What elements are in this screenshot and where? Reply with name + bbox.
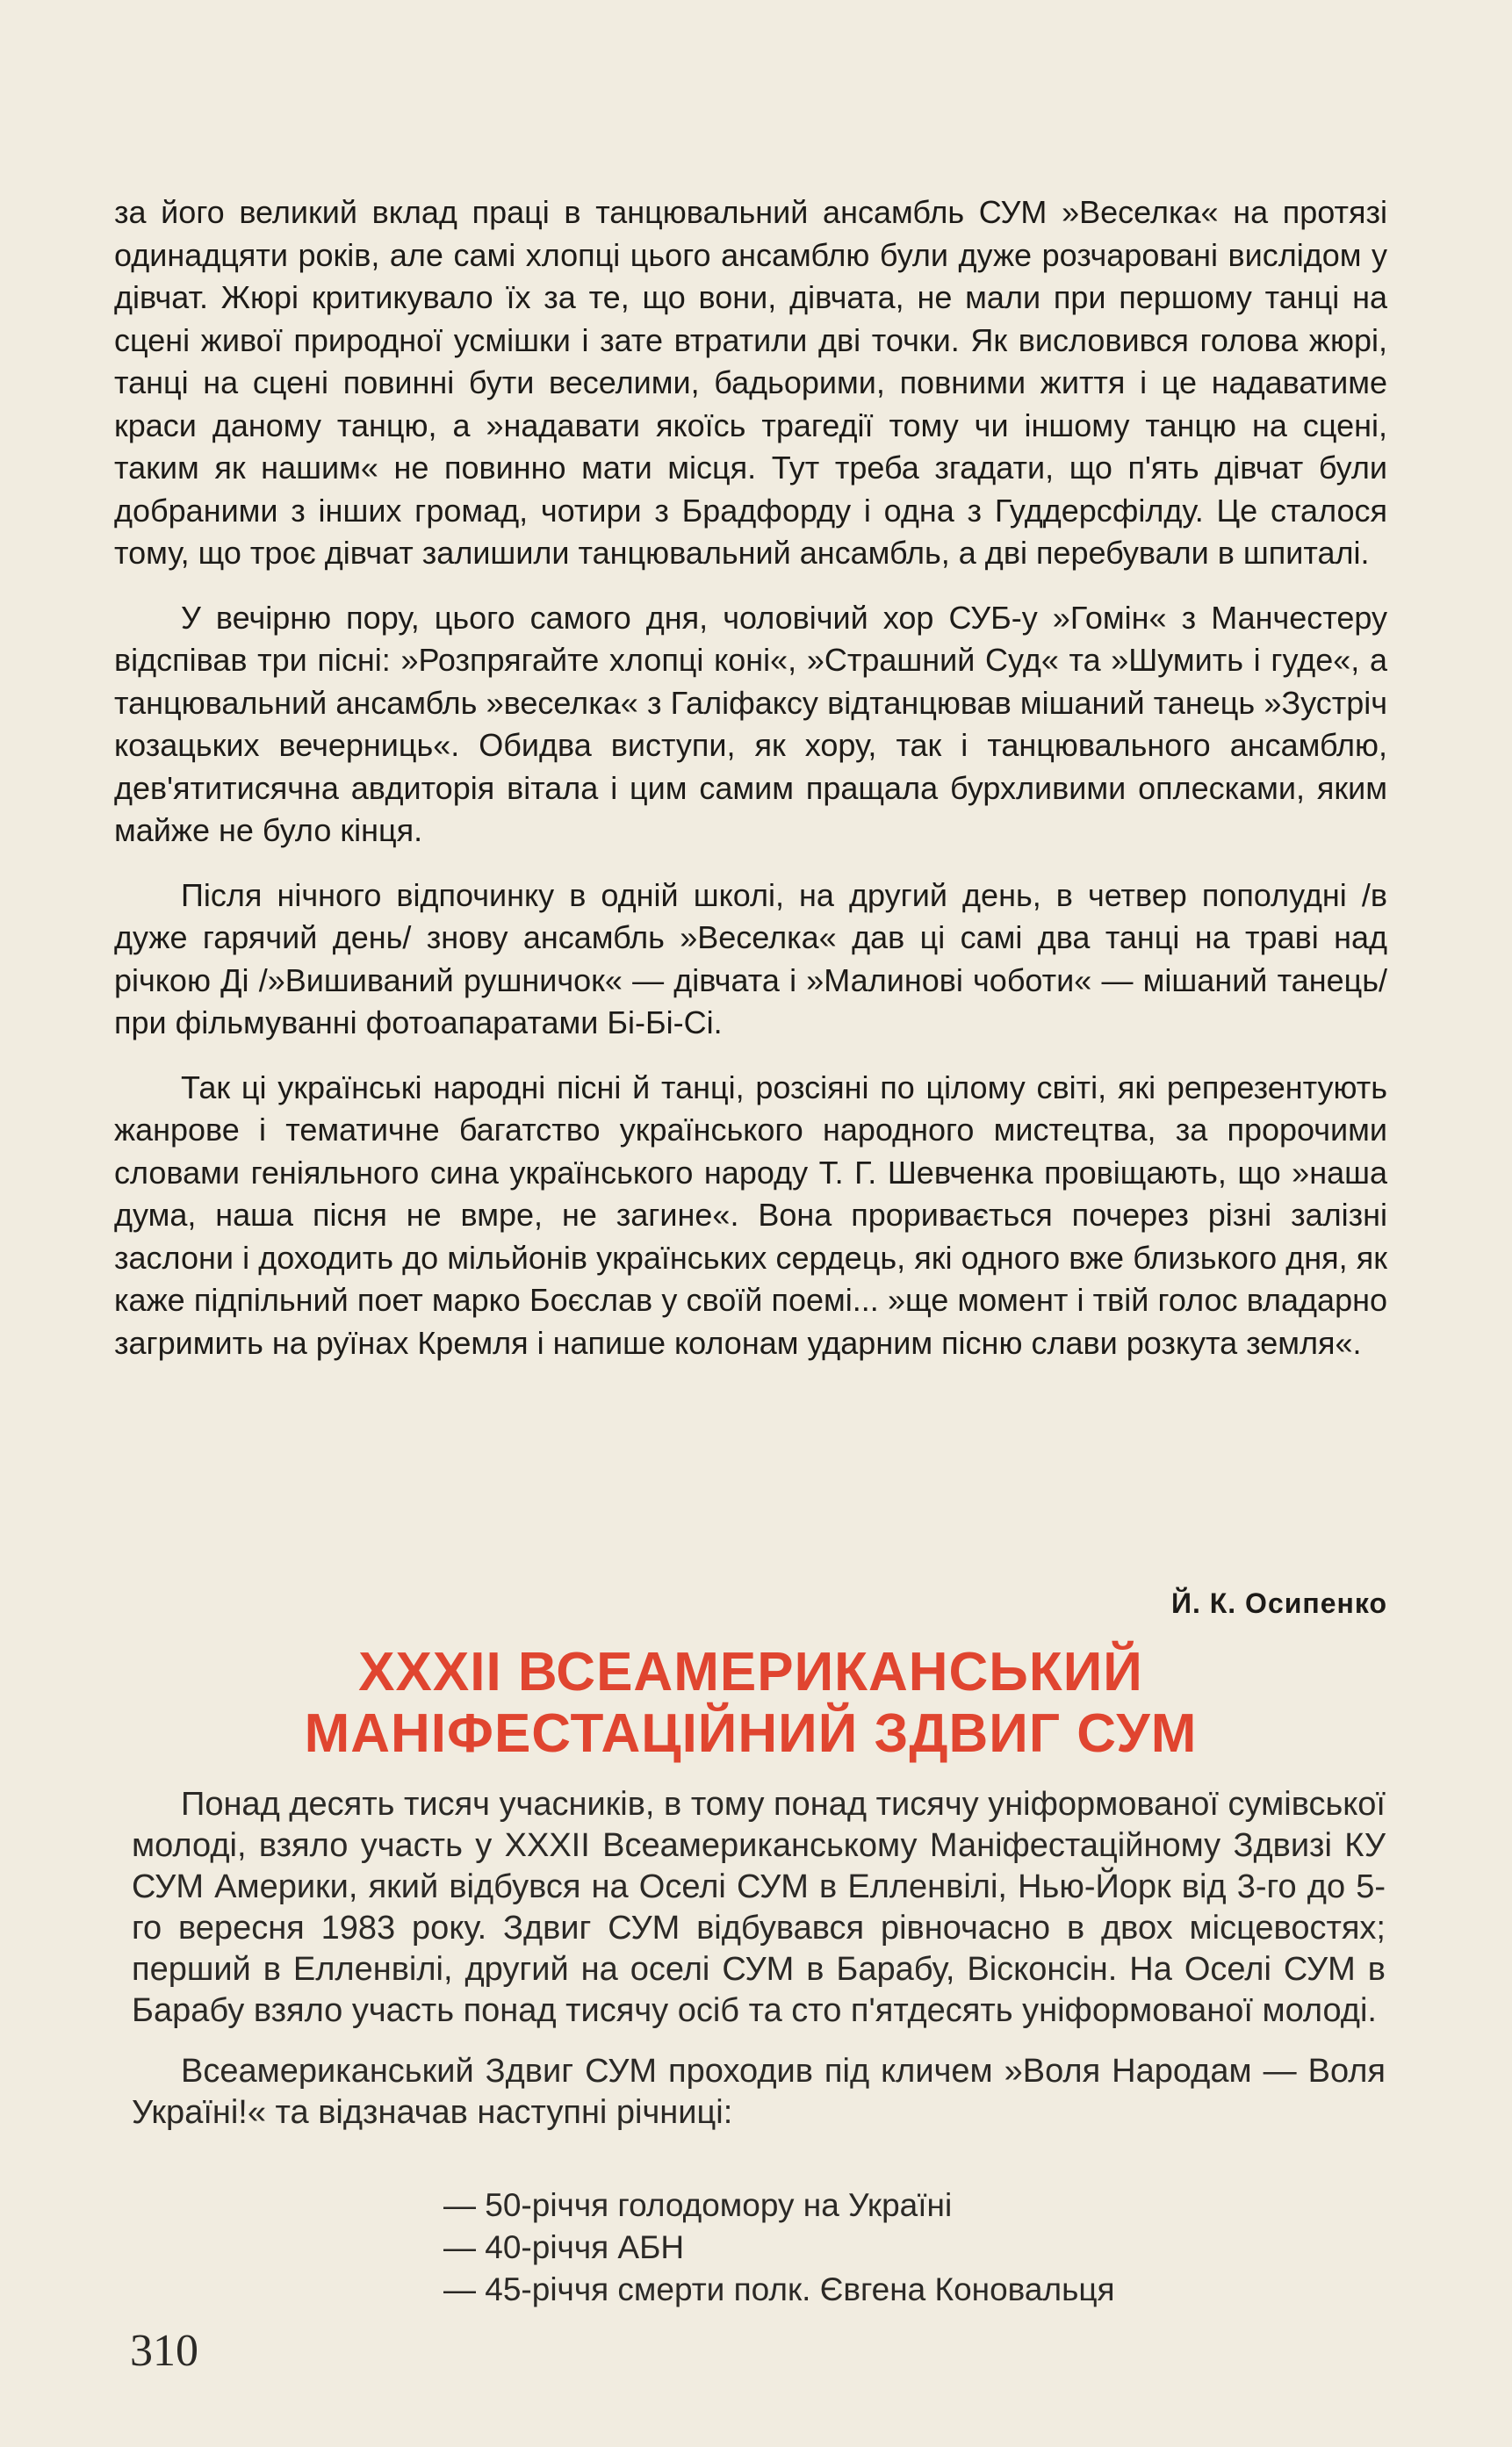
- paragraph: Так ці українські народні пісні й танці, розсіяні по цілому світі, які репрезентують жанрове і тематичне багатство українського народного мистецтва, за пророчими словами геніяльного сина українського народу Т. Г. Шевченка провіщають, що »наша дума, наша пісня не вмре, не загине«. Вона проривається почерез різні залізні заслони і доходить до мільйонів українських сердець, які одного вже близького дня, як каже підпільний поет марко Боєслав у своїй поемі... »ще момент і твій голос владарно загримить на руїнах Кремля і напише колонам ударним пісню слави розкута земля«.: [114, 1069, 1387, 1361]
- article-title: [114, 1642, 1387, 1765]
- article-body-2: [132, 1784, 1386, 2153]
- article-body-1: [114, 191, 1387, 1386]
- anniversary-list: [443, 2184, 1115, 2311]
- list-item: — 50-річчя голодомору на Україні: [443, 2187, 953, 2223]
- title-line: XXXII ВСЕАМЕРИКАНСЬКИЙ: [358, 1642, 1143, 1702]
- paragraph: У вечірню пору, цього самого дня, чоловічий хор СУБ-у »Гомін« з Манчестеру відспівав три пісні: »Розпрягайте хлопці коні«, »Страшний Суд« та »Шумить і гуде«, а танцювальний ансамбль »веселка« з Галіфаксу відтанцював мішаний танець »Зустріч козацьких вечерниць«. Обидва виступи, як хору, так і танцювального ансамблю, дев'ятитисячна авдиторія вітала і цим самим пращала бурхливими оплесками, яким майже не було кінця.: [114, 599, 1387, 848]
- paragraph: Після нічного відпочинку в одній школі, на другий день, в четвер пополудні /в дуже гарячий день/ знову ансамбль »Веселка« дав ці самі два танці на траві над річкою Ді /»Вишиваний рушничок« — дівчата і »Малинові чоботи« — мішаний танець/ при фільмуванні фотоапаратами Бі-Бі-Сі.: [114, 876, 1387, 1040]
- title-line: МАНІФЕСТАЦІЙНИЙ ЗДВИГ СУМ: [304, 1703, 1198, 1764]
- paragraph: Всеамериканський Здвиг СУМ проходив під кличем »Воля Народам — Воля Україні!« та відзначав наступні річниці:: [132, 2053, 1386, 2131]
- list-item: — 40-річчя АБН: [443, 2229, 685, 2265]
- paragraph: Понад десять тисяч учасників, в тому понад тисячу уніформованої сумівської молоді, взяло участь у XXXII Всеамериканському Маніфестаційному Здвизі КУ СУМ Америки, який відбувся на Оселі СУМ в Елленвілі, Нью-Йорк від 3-го до 5-го вересня 1983 року. Здвиг СУМ відбувався рівночасно в двох місцевостях; перший в Елленвілі, другий на оселі СУМ в Барабу, Вісконсін. На Оселі СУМ в Барабу взяло участь понад тисячу осіб та сто п'ятдесять уніформованої молоді.: [132, 1786, 1386, 2029]
- article-author: Й. К. Осипенко: [1170, 1587, 1387, 1619]
- list-item: — 45-річчя смерти полк. Євгена Коновальця: [443, 2271, 1115, 2307]
- paragraph: за його великий вклад праці в танцювальний ансамбль СУМ »Веселка« на протязі одинадцяти років, але самі хлопці цього ансамблю були дуже розчаровані вислідом у дівчат. Жюрі критикувало їх за те, що вони, дівчата, не мали при першому танці на сцені живої природної усмішки і зате втратили дві точки. Як висловився голова жюрі, танці на сцені повинні бути веселими, бадьорими, повними життя і це надаватиме краси даному танцю, а »надавати якоїсь трагедії тому чи іншому танцю на сцені, таким як нашим« не повинно мати місця. Тут треба згадати, що п'ять дівчат були добраними з інших громад, чотири з Брадфорду і одна з Гуддерсфілду. Це сталося тому, що троє дівчат залишили танцювальний ансамбль, а дві перебували в шпиталі.: [114, 194, 1387, 571]
- page-number: 310: [130, 2326, 198, 2376]
